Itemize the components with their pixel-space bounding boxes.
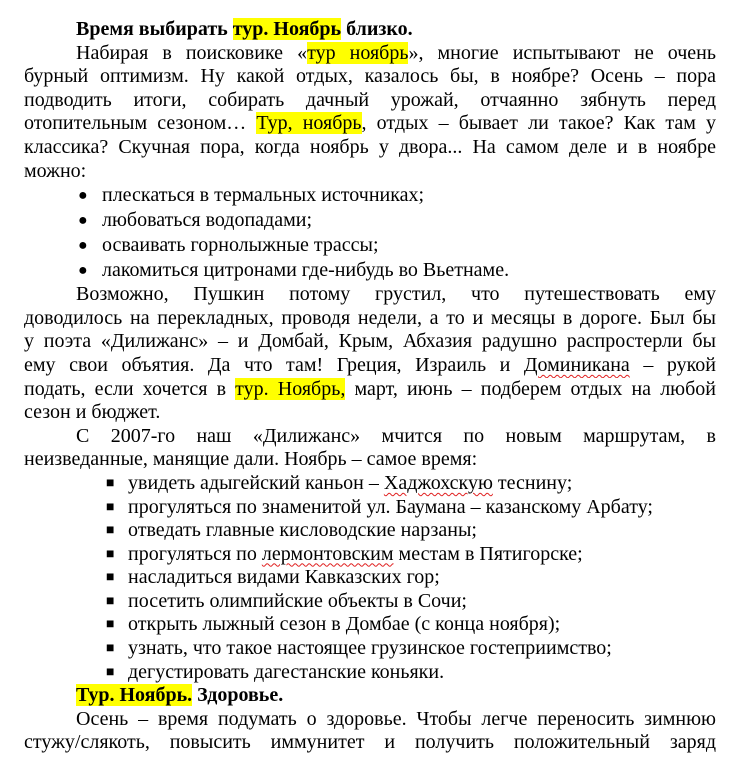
text-segment: март, июнь – подберем отдых на любой (345, 377, 716, 400)
text-segment: классика? Скучная пора, когда ноябрь у двора... На самом деле и в ноябре (24, 135, 716, 158)
list-item (24, 519, 716, 543)
list-item (24, 472, 716, 496)
list-item (24, 183, 716, 208)
bullet-icon: ■ (106, 523, 115, 539)
misspelled-word: Доминикана (523, 353, 630, 376)
list-item (24, 258, 716, 283)
text-line (24, 136, 716, 160)
bullet-icon: ■ (106, 664, 115, 680)
text-segment: дегустировать дагестанские коньяки. (128, 660, 445, 683)
text-segment: лакомиться цитронами где-нибудь во Вьетнаме. (102, 259, 510, 282)
text-segment: ему свои объятия. Да что там! Греция, Израиль и (24, 353, 524, 376)
document-page (24, 18, 716, 755)
text-line (24, 330, 716, 354)
text-segment: близко. (341, 18, 413, 40)
list-item (24, 613, 716, 637)
text-segment: увидеть адыгейский каньон – (128, 471, 384, 494)
text-segment: местам в Пятигорске; (393, 542, 583, 565)
text-segment: Набирая в поисковике « (76, 41, 308, 64)
text-segment: – рукой (629, 353, 716, 376)
text-segment: стужу/слякоть, повысить иммунитет и получить положительный заряд (24, 731, 716, 754)
text-segment: отведать главные кисловодские нарзаны; (128, 519, 477, 542)
misspelled-word: лермонтовским (261, 542, 394, 565)
text-line (24, 307, 716, 331)
text-line (24, 378, 716, 402)
text-segment: Здоровье. (192, 684, 284, 707)
text-segment: плескаться в термальных источниках; (102, 184, 425, 207)
text-segment: насладиться видами Кавказских гор; (128, 566, 440, 589)
text-segment: Возможно, Пушкин потому грустил, что путешествовать ему (76, 283, 716, 306)
text-segment: можно: (24, 159, 87, 182)
list-item (24, 637, 716, 661)
list-item (24, 661, 716, 685)
misspelled-word: Хаджохскую (383, 471, 493, 494)
bullet-icon: ● (78, 262, 88, 280)
bullet-icon: ■ (106, 641, 115, 657)
text-segment: сезон и бюджет. (24, 401, 161, 424)
text-line (24, 112, 716, 136)
bullet-icon: ● (78, 187, 88, 205)
text-line (24, 65, 716, 89)
text-line (24, 160, 716, 184)
text-segment: неизведанные, манящие дали. Ноябрь – самое время: (24, 448, 478, 471)
list-item (24, 566, 716, 590)
bullet-icon: ■ (106, 475, 115, 491)
text-line (24, 684, 716, 708)
text-segment: посетить олимпийские объекты в Сочи; (128, 589, 467, 612)
text-line (24, 425, 716, 449)
text-segment: прогуляться по (128, 542, 262, 565)
text-segment: , отдых – бывает ли такое? Как там у (361, 112, 716, 135)
text-line (24, 283, 716, 307)
text-segment: подводить итоги, собирать дачный урожай, отчаянно зябнуть перед (24, 88, 716, 111)
bullet-icon: ■ (106, 570, 115, 586)
highlighted-text: Тур, ноябрь (256, 112, 362, 135)
text-segment: Время выбирать (76, 18, 233, 40)
text-segment: теснину; (492, 471, 573, 494)
highlighted-text: тур. Ноябрь, (235, 377, 346, 400)
text-segment: С 2007-го наш «Дилижанс» мчится по новым маршрутам, в (76, 424, 716, 447)
list-item (24, 496, 716, 520)
text-segment: отопительным сезоном… (24, 112, 257, 135)
text-segment: Осень – время подумать о здоровье. Чтобы легче переносить зимнюю (76, 707, 716, 730)
text-line (24, 42, 716, 66)
text-segment: прогуляться по знаменитой ул. Баумана – казанскому Арбату; (128, 495, 653, 518)
bullet-icon: ■ (106, 617, 115, 633)
highlighted-text: Тур. Ноябрь. (76, 684, 193, 707)
text-segment: любоваться водопадами; (102, 209, 313, 232)
text-line (24, 401, 716, 425)
bullet-icon: ● (78, 237, 88, 255)
text-line (24, 354, 716, 378)
text-line (24, 89, 716, 113)
text-line (24, 448, 716, 472)
bullet-icon: ■ (106, 546, 115, 562)
bullet-icon: ■ (106, 593, 115, 609)
bullet-icon: ■ (106, 499, 115, 515)
text-line (24, 708, 716, 732)
list-item (24, 208, 716, 233)
highlighted-text: тур ноябрь (307, 41, 409, 64)
text-line (24, 731, 716, 755)
text-segment: доводилось на перекладных, проводя недели, а то и месяцы в дороге. Был бы (24, 306, 716, 329)
list-item (24, 590, 716, 614)
text-segment: открыть лыжный сезон в Домбае (с конца ноября); (128, 613, 561, 636)
list-item (24, 543, 716, 567)
text-segment: бурный оптимизм. Ну какой отдых, казалось бы, в ноябре? Осень – пора (24, 65, 716, 88)
text-line (24, 18, 716, 42)
bullet-icon: ● (78, 212, 88, 230)
text-segment: осваивать горнолыжные трассы; (102, 234, 379, 257)
list-item (24, 233, 716, 258)
text-segment: у поэта «Дилижанс» – и Домбай, Крым, Абхазия радушно распростерли бы (24, 330, 716, 353)
highlighted-text: тур. Ноябрь (232, 18, 342, 40)
text-segment: подать, если хочется в (24, 377, 236, 400)
text-segment: узнать, что такое настоящее грузинское гостеприимство; (128, 637, 612, 660)
text-segment: », многие испытывают не очень (408, 41, 716, 64)
